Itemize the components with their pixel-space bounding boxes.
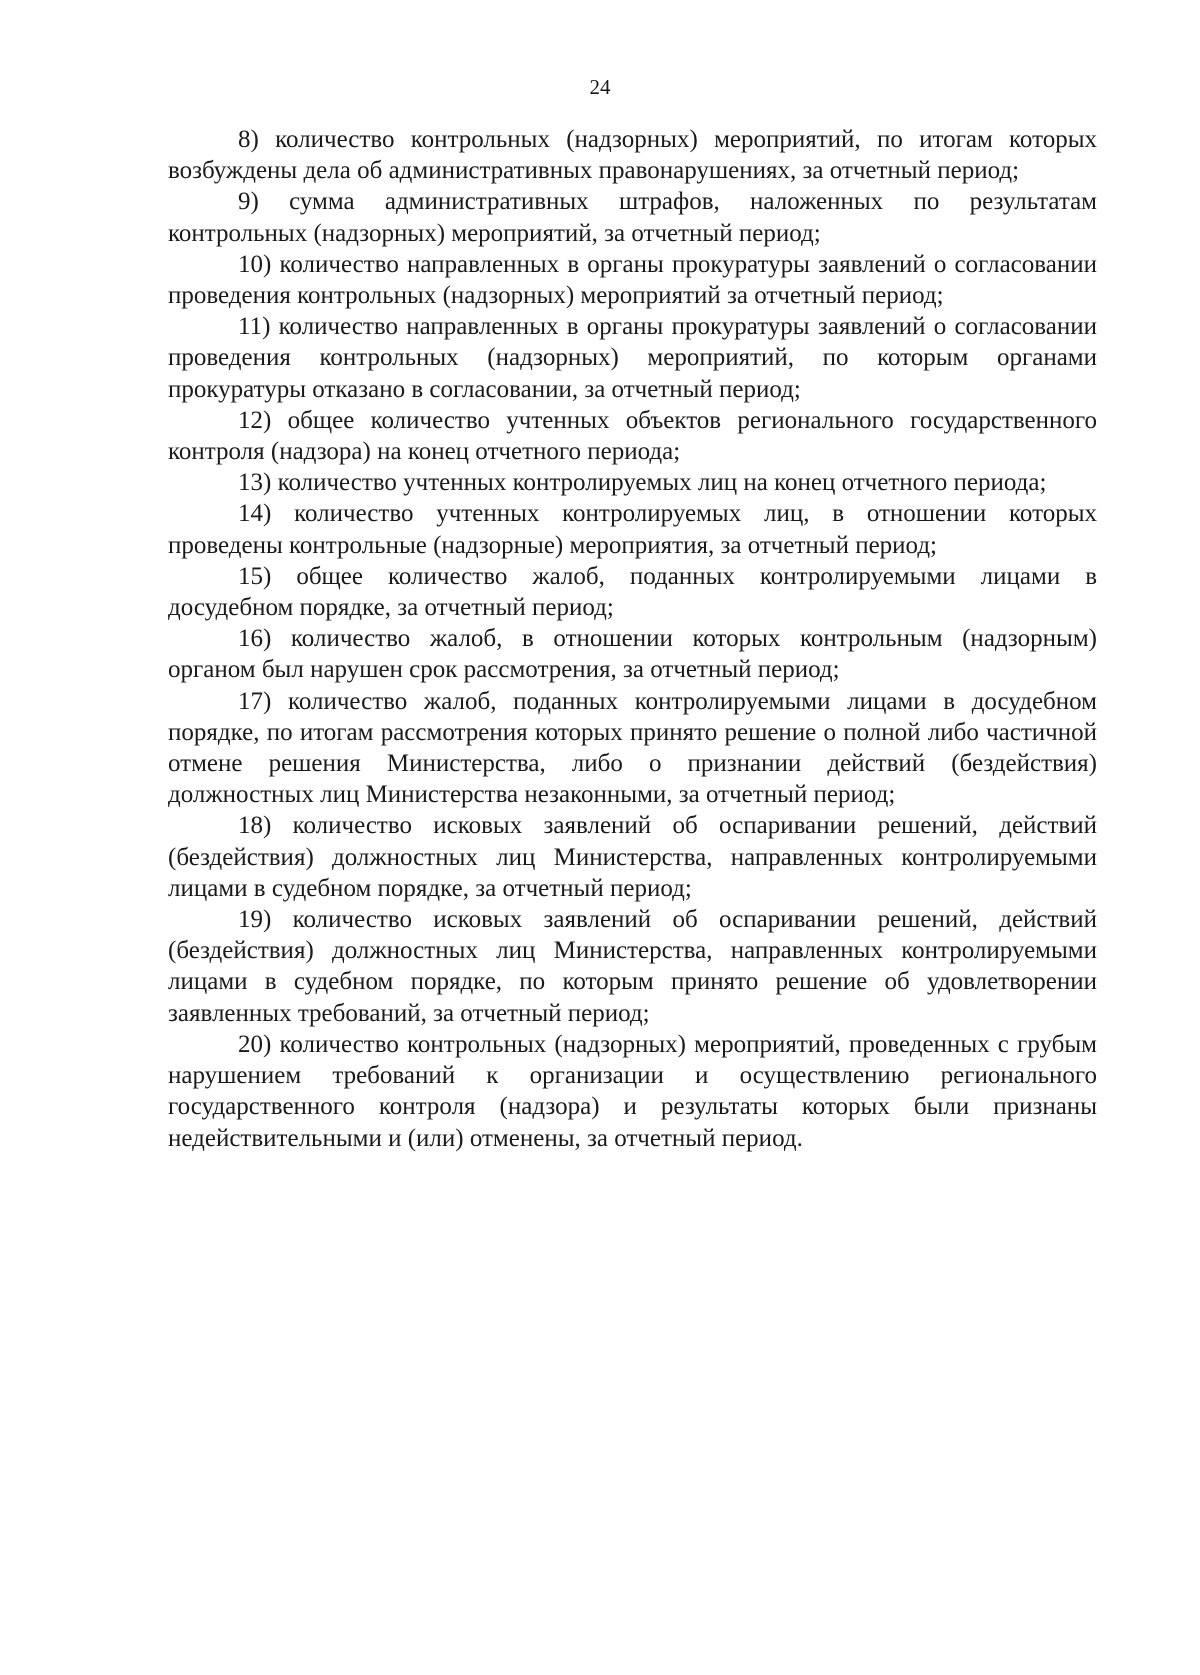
list-item-20: 20) количество контрольных (надзорных) мероприятий, проведенных с грубым нарушением требований к организации и осуществлению регионального государственного контроля (надзора) и результаты которых были признаны недействительными и (или) отменены, за отчетный период. [168, 1030, 1097, 1152]
list-item-16: 16) количество жалоб, в отношении которых контрольным (надзорным) органом был нарушен срок рассмотрения, за отчетный период; [168, 625, 1097, 684]
list-item-9: 9) сумма административных штрафов, наложенных по результатам контрольных (надзорных) мероприятий, за отчетный период; [168, 188, 1097, 247]
page-number: 24 [589, 75, 611, 99]
list-item-18: 18) количество исковых заявлений об оспаривании решений, действий (бездействия) должностных лиц Министерства, направленных контролируемыми лицами в судебном порядке, за отчетный период; [168, 812, 1097, 902]
list-item-15: 15) общее количество жалоб, поданных контролируемыми лицами в досудебном порядке, за отчетный период; [168, 562, 1097, 622]
list-item-17: 17) количество жалоб, поданных контролируемыми лицами в досудебном порядке, по итогам рассмотрения которых принято решение о полной либо частичной отмене решения Министерства, либо о признании действий (бездействия) должностных лиц Министерства незаконными, за отчетный период; [168, 687, 1097, 809]
list-item-10: 10) количество направленных в органы прокуратуры заявлений о согласовании проведения контрольных (надзорных) мероприятий за отчетный период; [168, 250, 1097, 310]
list-item-12: 12) общее количество учтенных объектов регионального государственного контроля (надзора) на конец отчетного периода; [168, 406, 1097, 466]
list-item-13: 13) количество учтенных контролируемых лиц на конец отчетного периода; [238, 469, 1047, 497]
list-item-11: 11) количество направленных в органы прокуратуры заявлений о согласовании проведения контрольных (надзорных) мероприятий, по которым органами прокуратуры отказано в согласовании, за отчетный период; [168, 313, 1097, 403]
list-item-14: 14) количество учтенных контролируемых лиц, в отношении которых проведены контрольные (надзорные) мероприятия, за отчетный период; [168, 500, 1097, 559]
list-item-19: 19) количество исковых заявлений об оспаривании решений, действий (бездействия) должностных лиц Министерства, направленных контролируемыми лицами в судебном порядке, по которым принято решение об удовлетворении заявленных требований, за отчетный период; [168, 906, 1097, 1027]
list-item-8: 8) количество контрольных (надзорных) мероприятий, по итогам которых возбуждены дела об административных правонарушениях, за отчетный период; [168, 126, 1097, 185]
document-body [168, 124, 1097, 1154]
